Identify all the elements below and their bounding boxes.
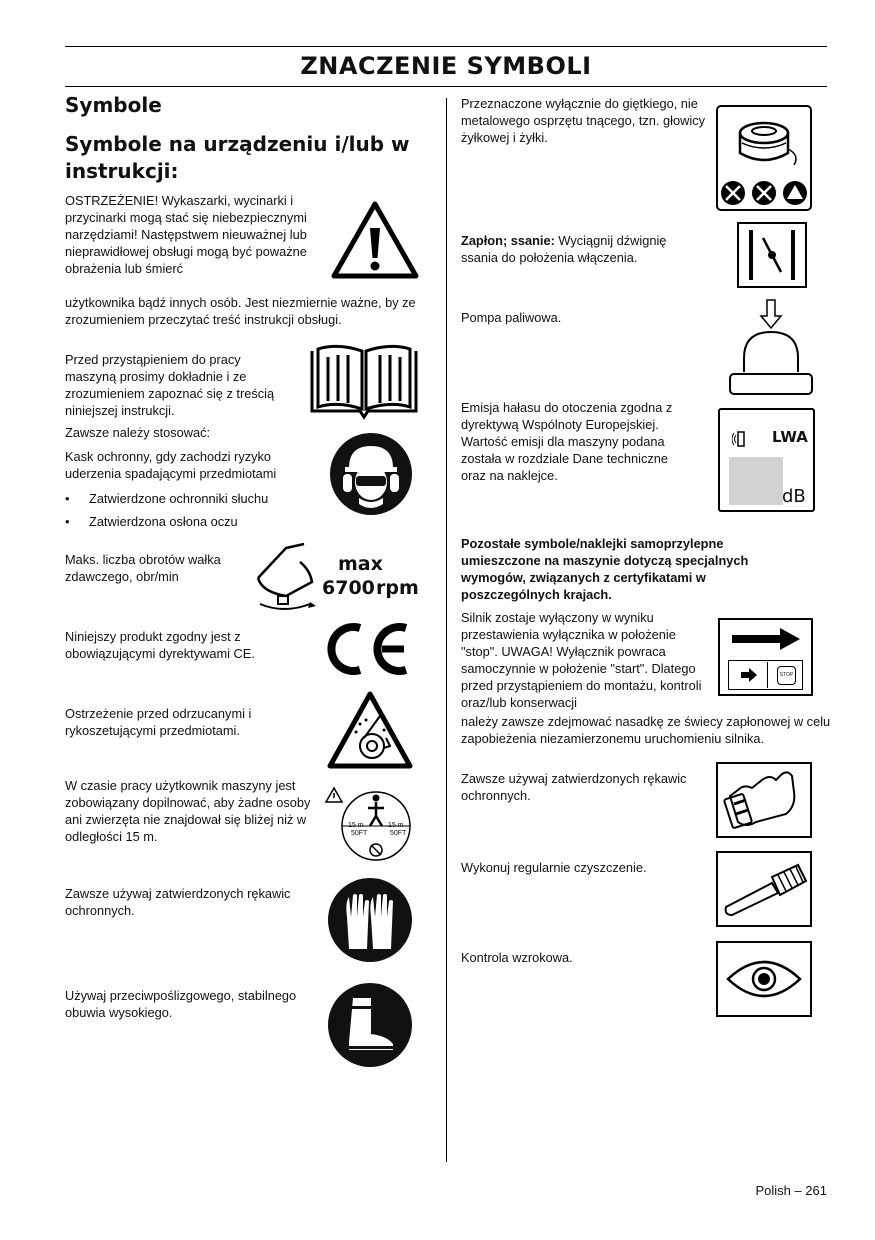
fuel-pump-icon bbox=[728, 298, 814, 398]
arrow-right-icon bbox=[732, 628, 800, 650]
stop-switch-label-box bbox=[718, 618, 813, 696]
flexible-cutting-text: Przeznaczone wyłącznie do giętkiego, nie metalowego osprzętu tnącego, tzn. głowicy żyłkowej i żyłki. bbox=[461, 96, 705, 145]
warning-text-cont: użytkownika bądź innych osób. Jest niezmiernie ważne, by ze zrozumieniem przeczytać treść instrukcji obsługi. bbox=[65, 295, 416, 327]
bullet-text: Zatwierdzona osłona oczu bbox=[89, 514, 238, 529]
safety-distance-text: W czasie pracy użytkownik maszyny jest zobowiązany dopilnować, aby żadne osoby ani zwierzęta nie znajdował się bliżej niż w odległości 15 m. bbox=[65, 778, 311, 844]
title-rule bbox=[65, 86, 827, 87]
max-speed-text: Maks. liczba obrotów wałka zdawczego, obr/min bbox=[65, 552, 221, 584]
choke-text bbox=[461, 232, 706, 266]
distance-ft-right: 50FT bbox=[390, 830, 407, 837]
bullet-text: Zatwierdzone ochronniki słuchu bbox=[89, 491, 269, 506]
stop-switch-text: Silnik zostaje wyłączony w wyniku przestawienia wyłącznika w położenie "stop". UWAGA! Wyłącznik powraca samoczynnie w położenie "start". Dlatego przed przystąpieniem do montażu, kontroli oraz/lub konserwacji bbox=[461, 610, 702, 710]
noise-emission-text: Emisja hałasu do otoczenia zgodna z dyrektywą Wspólnoty Europejskiej. Wartość emisji dla maszyny podana została w rozdziale Dane techniczne oraz na naklejce. bbox=[461, 400, 673, 483]
helmet-ear-eye-protection-icon bbox=[329, 432, 413, 516]
stop-switch-text-cont: należy zawsze zdejmować nasadkę ze świecy zapłonowej w celu zapobieżenia niezamierzonemu uruchomieniu silnika. bbox=[461, 714, 831, 746]
warning-text: OSTRZEŻENIE! Wykaszarki, wycinarki i przycinarki mogą stać się niebezpiecznymi narzędziami! Następstwem nieuważnej lub nieprawidłowej obsługi mogą być poważne obrażenia lub śmierć bbox=[65, 193, 307, 276]
choke-description: Wyciągnij dźwignię ssania do położenia włączenia. bbox=[461, 233, 667, 265]
thrown-objects-warning-icon bbox=[326, 690, 414, 772]
other-symbols-heading: Pozostałe symbole/naklejki samoprzylepne umieszczone na maszynie dotyczą specjalnych wymogów, związanych z certyfikatami w poszczególnych krajach. bbox=[461, 536, 749, 602]
glove-icon bbox=[716, 762, 812, 838]
lwa-label: LWA bbox=[772, 428, 808, 446]
choke-label: Zapłon; ssanie: bbox=[461, 233, 555, 248]
protective-gloves-icon bbox=[327, 877, 413, 963]
rpm-value: 6700 bbox=[322, 577, 375, 599]
small-arrow-icon bbox=[741, 668, 757, 682]
stop-sign: STOP bbox=[777, 666, 796, 685]
stop-switch bbox=[728, 660, 803, 690]
boots-text: Używaj przeciwpoślizgowego, stabilnego obuwia wysokiego. bbox=[65, 988, 297, 1020]
eye-icon bbox=[716, 941, 812, 1017]
noise-label-box bbox=[718, 408, 815, 512]
distance-m-right: 15 m bbox=[388, 822, 404, 829]
switch-divider bbox=[767, 662, 768, 688]
page-title: ZNACZENIE SYMBOLI bbox=[300, 52, 592, 80]
trimmer-head-only-icon bbox=[716, 105, 812, 211]
heading-symbole: Symbole bbox=[65, 93, 162, 117]
helmet-text: Kask ochronny, gdy zachodzi ryzyko uderzenia spadającymi przedmiotami bbox=[65, 449, 277, 481]
ce-text: Niniejszy produkt zgodny jest z obowiązującymi dyrektywami CE. bbox=[65, 629, 255, 661]
warning-triangle-icon bbox=[330, 200, 420, 280]
db-label: dB bbox=[782, 486, 806, 507]
fuel-pump-text: Pompa paliwowa. bbox=[461, 310, 562, 325]
always-use-text: Zawsze należy stosować: bbox=[65, 425, 211, 440]
output-shaft-icon bbox=[256, 540, 326, 612]
choke-lever-icon bbox=[737, 222, 807, 288]
speaker-icon bbox=[732, 428, 754, 450]
distance-ft-left: 50FT bbox=[351, 830, 368, 837]
read-manual-text: Przed przystąpieniem do pracy maszyną prosimy dokładnie i ze zrozumieniem zapoznać się z treścią niniejszej instrukcji. bbox=[65, 352, 275, 418]
max-label: max bbox=[338, 553, 383, 575]
page-footer: Polish – 261 bbox=[755, 1183, 827, 1198]
top-rule bbox=[65, 46, 827, 47]
thrown-objects-text: Ostrzeżenie przed odrzucanymi i rykoszetującymi przedmiotami. bbox=[65, 706, 252, 738]
cleaning-brush-icon bbox=[716, 851, 812, 927]
cleaning-text: Wykonuj regularnie czyszczenie. bbox=[461, 860, 647, 875]
gloves-text-right: Zawsze używaj zatwierdzonych rękawic ochronnych. bbox=[461, 771, 687, 803]
rpm-unit: rpm bbox=[376, 577, 419, 599]
protective-boots-icon bbox=[327, 982, 413, 1068]
visual-inspection-text: Kontrola wzrokowa. bbox=[461, 950, 573, 965]
ce-mark-icon bbox=[320, 620, 412, 678]
noise-value-field bbox=[729, 457, 783, 505]
heading-symbole-na: Symbole na urządzeniu i/lub w instrukcji: bbox=[65, 132, 410, 183]
column-divider bbox=[446, 98, 447, 1162]
gloves-text-left: Zawsze używaj zatwierdzonych rękawic ochronnych. bbox=[65, 886, 291, 918]
manual-book-icon bbox=[308, 343, 420, 421]
distance-m-left: 15 m bbox=[348, 822, 364, 829]
